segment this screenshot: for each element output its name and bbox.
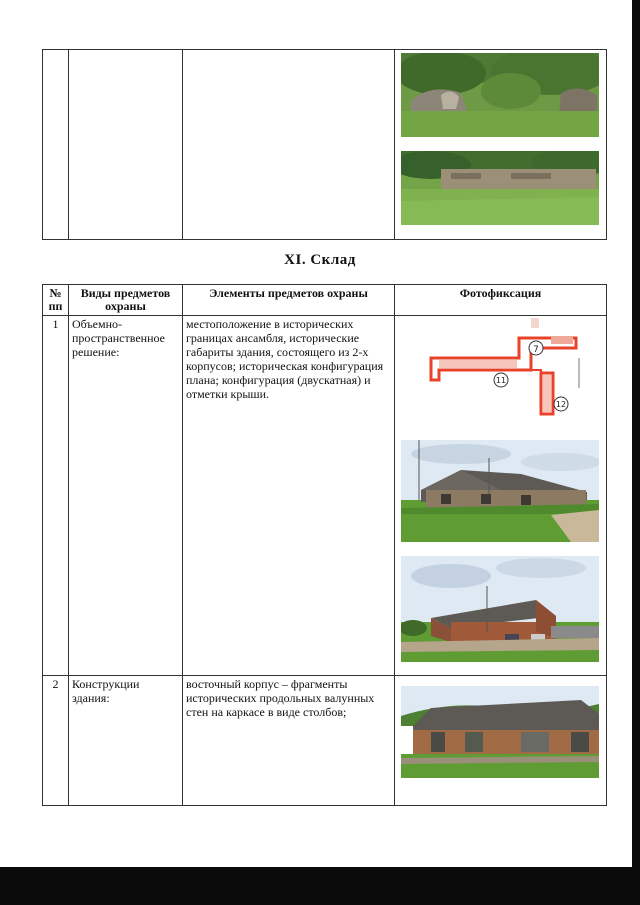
warehouse-photo-3: [401, 686, 599, 778]
header-photo: Фотофиксация: [395, 285, 607, 316]
cont-elements-cell: [183, 50, 395, 240]
row-num: 2: [43, 676, 69, 806]
table-row: [43, 676, 607, 806]
plan-label-12: 12: [555, 400, 567, 409]
row-photo-cell: [395, 316, 607, 676]
cont-type-cell: [69, 50, 183, 240]
row-type: Объемно-пространственное решение:: [69, 316, 183, 676]
header-row: [43, 285, 607, 316]
plan-label-11: 11: [495, 376, 507, 385]
scan-bottom-bar: [0, 867, 640, 905]
protection-table: [42, 284, 607, 806]
row-elements: местоположение в исторических границах ансамбля, исторические габариты здания, состоящего из 2-х корпусов; историческая конфигурация плана; конфигурация (двускатная) и отметки крыши.: [183, 316, 395, 676]
warehouse-photo-1: [401, 440, 599, 542]
continued-table: [42, 49, 607, 240]
header-num: № пп: [43, 285, 69, 316]
row-num: 1: [43, 316, 69, 676]
table-row: [43, 316, 607, 676]
page-edge: [632, 0, 640, 905]
site-plan-image: [401, 318, 599, 420]
row-type: Конструкции здания:: [69, 676, 183, 806]
section-title: XI. Склад: [284, 252, 356, 268]
cont-photo-cell: [395, 50, 607, 240]
plan-label-7: 7: [533, 345, 539, 355]
warehouse-photo-2: [401, 556, 599, 662]
header-elements: Элементы предметов охраны: [183, 285, 395, 316]
ruins-photo: [401, 53, 599, 137]
header-type: Виды предметов охраны: [69, 285, 183, 316]
cont-num-cell: [43, 50, 69, 240]
row-elements: восточный корпус – фрагменты исторических продольных валунных стен на каркасе в виде столбов;: [183, 676, 395, 806]
foundation-photo: [401, 151, 599, 225]
row-photo-cell: [395, 676, 607, 806]
